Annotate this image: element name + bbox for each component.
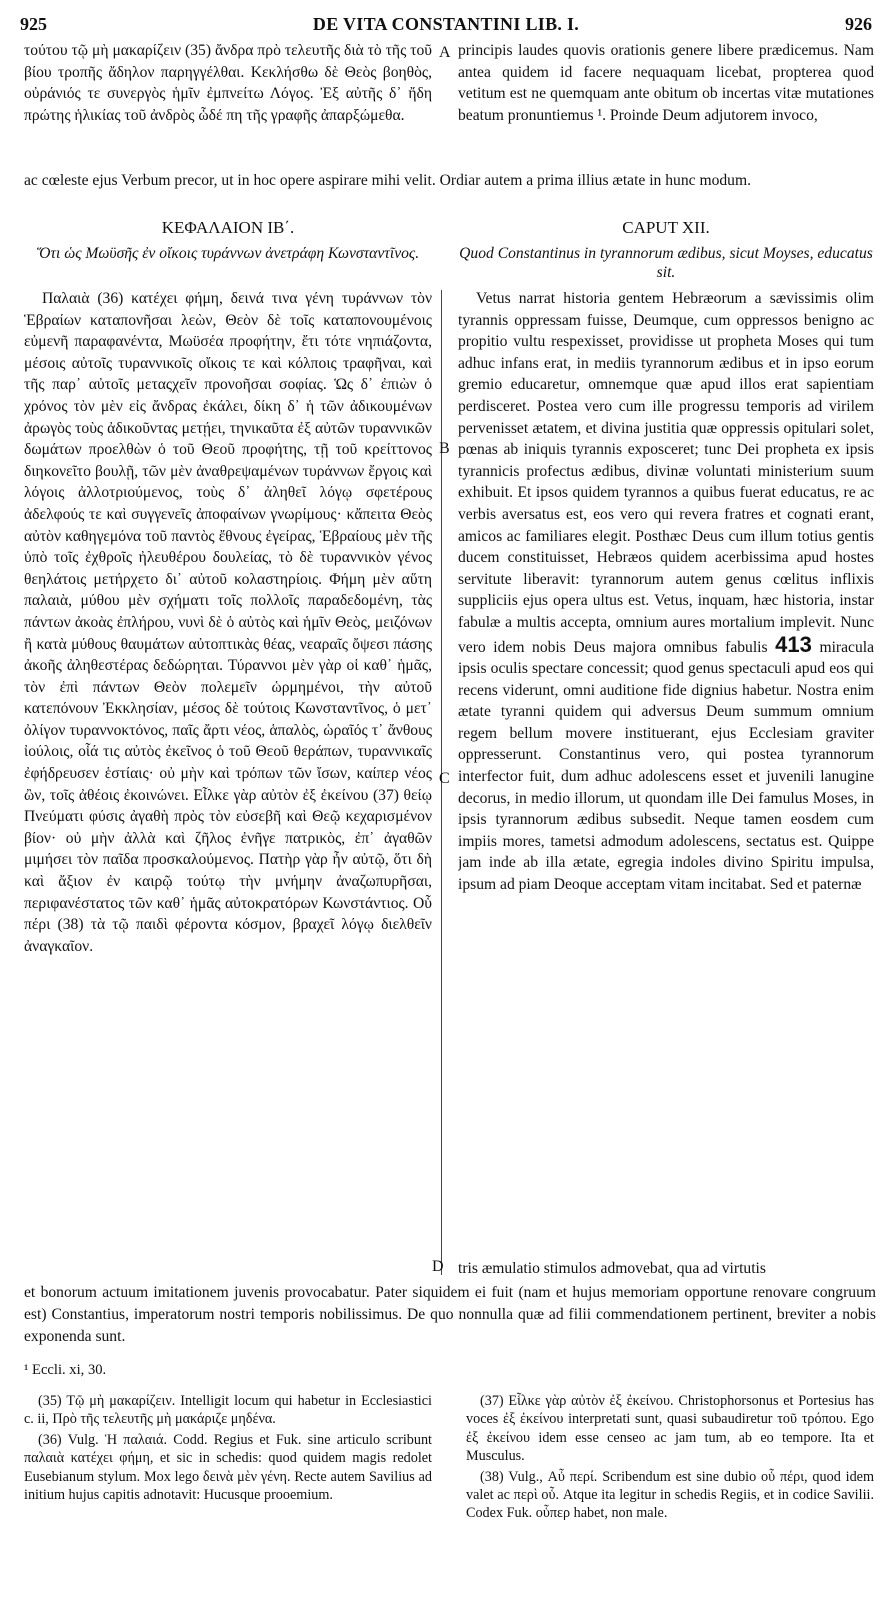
latin-chapter-title: Quod Constantinus in tyrannorum ædibus, sicut Moyses, educatus sit. bbox=[459, 245, 873, 281]
notes-left-column bbox=[24, 1392, 432, 1506]
margin-letter-a: A bbox=[439, 44, 451, 61]
latin-top-text: principis laudes quovis orationis genere libere prædicemus. Nam antea quidem id facere nequaquam licebat, propterea quod vetitum est ne quemquam ante obitum ob incertas vitæ mutationes beatum pronuntiemus ¹. Proinde Deum adjutorem invoco, bbox=[458, 42, 874, 124]
greek-top-text: τούτου τῷ μὴ μακαρίζειν (35) ἄνδρα πρὸ τελευτῆς διὰ τὸ τῆς τοῦ βίου τροπῆς ἄδηλον παρηγγέλθαι. Κεκλήσθω δὲ Θεὸς βοηθὸς, οὐράνιός τε συνεργὸς ἡμῖν ἐμπνείτω Λόγος. Ἐξ αὐτῆς δ᾽ ἤδη πρώτης ἡλικίας τοῦ ἀνδρὸς ὧδέ πη τῆς γραφῆς ἀπαρξώμεθα. bbox=[24, 42, 432, 124]
page-marker: 413 bbox=[775, 631, 812, 657]
note-35: (35) Τῷ μὴ μακαρίζειν. Intelligit locum qui habetur in Ecclesiastici c. ii, Πρὸ τῆς τελευτῆς μὴ μακάριζε μηδένα. bbox=[24, 1393, 432, 1428]
latin-body-column bbox=[458, 288, 874, 1258]
latin-body-tail bbox=[458, 1258, 874, 1280]
greek-body-column bbox=[24, 288, 432, 1258]
latin-full-top-text: ac cœleste ejus Verbum precor, ut in hoc opere aspirare mihi velit. Ordiar autem a prima illius ætate in hunc modum. bbox=[24, 172, 752, 189]
right-page-number: 926 bbox=[845, 14, 872, 34]
margin-letter-b: B bbox=[439, 440, 450, 457]
latin-full-bottom bbox=[24, 1282, 876, 1348]
margin-letter-c: C bbox=[439, 770, 450, 787]
greek-body-text: Παλαιὰ (36) κατέχει φήμη, δεινά τινα γένη τυράννων τὸν Ἑβραίων καταπονῆσαι λεὼν, Θεὸν δὲ τοῖς καταπονουμένοις εὐμενῆ παραφανέντα, Μωϋσέα προφήτην, ἔτι τότε νηπιάζοντα, μέσοις αὐτοῖς τυραννικοῖς οἴκοις τε καὶ κόλποις τραφῆναι, καὶ τῆς παρ᾽ αὐτοῖς μεταςχεῖν προνοῆσαι σοφίας. Ὡς δ᾽ ἐπιὼν ὁ χρόνος τὸν μὲν εἰς ἄνδρας ἐκάλει, δίκη δ᾽ ἡ τῶν ἀδικουμένων ἀρωγὸς τοὺς ἀδικοῦντας μετῄει, τηνικαῦτα ἐξ αὐτῶν τυραννικῶν δωμάτων προελθὼν ὁ τοῦ Θεοῦ προφήτης, τῇ τοῦ κρείττονος διηκονεῖτο βουλῇ, τῶν μὲν ἀναθρεψαμένων τυράννων ἔργοις καὶ λόγοις ἀλλοτριούμενος, τοὺς δ᾽ ἀληθεῖ λόγῳ σφετέρους ἀδελφούς τε καὶ συγγενεῖς ἀποφαίνων γνωρίμους· κἄπειτα Θεὸς αὐτὸν καθηγεμόνα τοῦ παντὸς ἔθνους ἐγείρας, Ἑβραίους μὲν τῆς ὑπὸ τοῖς ἐχθροῖς ἠλευθέρου δουλείας, τὸ δὲ τυραννικὸν γένος θεηλάτοις μετήρχετο δι᾽ αὐτοῦ κολαστηρίοις. Φήμη μὲν αὕτη παλαιὰ, μύθου μὲν σχήματι τοῖς πολλοῖς παραδεδομένη, τὰς πάντων ἀκοὰς ἐπλήρου, νυνὶ δὲ ὁ αὐτὸς καὶ ἡμῖν Θεὸς, μειζόνων ἢ κατὰ μύθους θαυμάτων αὐτοπτικὰς θέας, νεαραῖς ὄψεσι πάσης ἀκοῆς ἀληθεστέρας δεδώρηται. Τύραννοι μὲν γὰρ οἱ καθ᾽ ἡμᾶς, τὸν ἐπὶ πάντων Θεὸν πολεμεῖν ὡρμημένοι, τὴν αὐτοῦ κατεπόνουν Ἐκκλησίαν, μέσος δὲ τούτοις Κωνσταντῖνος, ὁ μετ᾽ ὀλίγον τυραννοκτόνος, παῖς ἄρτι νέος, ἁπαλὸς, ὡραῖός τ᾽ ἄνθους ἰούλοις, οἷά τις αὐτὸς ἐκεῖνος ὁ τοῦ Θεοῦ θεράπων, τυραννικαῖς ἐφήδρευσεν ἑστίαις· οὐ μὴν καὶ τρόπων τῶν ἴσων, καίπερ νέος ὢν, τοῖς ἀθέοις ἐκοινώνει. Εἷλκε γὰρ αὐτὸν ἐξ ἐκείνου (37) θείῳ Πνεύματι φύσις ἀγαθὴ πρὸς τὸν εὐσεβῆ καὶ Θεῷ κεχαρισμένον βίον· οὐ μὴν ἀλλὰ καὶ ζῆλος ἐνῆγε πατρικὸς, ἐπ᾽ ἀγαθῶν μιμήσει τὸν παῖδα προσκαλούμενος. Πατὴρ γὰρ ἦν αὐτῷ, ὅτι δὴ καὶ ἄξιον ἐν καιρῷ τούτῳ τὴν μνήμην ἀναζωπυρῆσαι, περιφανέστατος τῶν καθ᾽ ἡμᾶς αὐτοκρατόρων Κωνστάντιος. Οὗ πέρι (38) τὰ τῷ παιδὶ φέροντα κόσμον, βραχεῖ λόγῳ διελθεῖν ἀναγκαῖον. bbox=[24, 290, 432, 955]
note-37: (37) Εἷλκε γὰρ αὐτὸν ἐξ ἐκείνου. Christophorsonus et Portesius has voces ἐξ ἐκείνου interpretati sunt, quasi subaudiretur τοῦ τρόπου. Ego ἐξ ἐκείνου idem esse censeo ac jam tum, ab eo tempore. Ita et Musculus. bbox=[466, 1393, 874, 1465]
note-36: (36) Vulg. Ἡ παλαιά. Codd. Regius et Fuk. sine articulo scribunt παλαιὰ κατέχει φήμη, et sic in schedis: quod quidem magis redolet Eusebianum stylum. Mox lego δεινὰ μὲν γένη. Recte autem Savilius ad initium hujus capitis adnotavit: Hucusque prooemium. bbox=[24, 1431, 432, 1504]
latin-body-text-a: Vetus narrat historia gentem Hebræorum a sævissimis olim tyrannis oppressam fuisse, Deumque, cum oppressos benigno ac propitio vultu respexisset, providisse ut propheta Moses qui tum adhuc infans erat, in mediis tyrannorum ædibus et in ipso eorum gremio educaretur, omnemque quæ apud illos erat sapientiam perdisceret. Postea vero cum ille progressu temporis ad virilem pervenisset ætatem, et divina justitia quæ oppressis opitulari solet, pœnas ab iniquis tyrannis exposceret; tunc Dei propheta ex ipsis tyrannicis profectus ædibus, divinæ voluntati ministerium suum exhibuit. Et ipsos quidem tyrannos a quibus fuerat educatus, re ac verbis aversatus est, eos vero qui revera fratres et cognati erant, amicos ac familiares elegit. Posthæc Deus cum illum totius gentis ducem constituisset, Hebræos quidem acerbissima apud hostes servitute liberavit: tyrannorum autem genus cœlitus inflixis suppliciis ejus opera ultus est. Vetus, inquam, hæc historia, instar fabulæ a multis accepta, omnium aures mortalium implevit. Nunc vero idem nobis Deus majora omnibus fabulis bbox=[458, 290, 874, 656]
latin-body-paragraph bbox=[458, 288, 874, 896]
greek-chapter-title: Ὅτι ὡς Μωϋσῆς ἐν οἴκοις τυράννων ἀνετράφη Κωνσταντῖνος. bbox=[36, 245, 420, 262]
running-header bbox=[20, 14, 872, 38]
latin-body-text-b: miracula ipsis oculis spectare concessit; quod genus spectaculi apud eos qui recens viderunt, omni auditione fide dignius habetur. Nostra enim ætate tyranni quidem qui adversus Deum summum omnium regem bellum movere instituerant, ejus Ecclesiam graviter oppresserunt. Constantinus vero, qui postea tyrannorum interfector fuit, dum adhuc adolescens esset et juvenili lanugine decorus, in medio illorum, ut quondam ille Dei famulus Moses, in ipsis tyrannorum ædibus subsedit. Neque tamen eosdem cum impiis mores, tametsi admodum adolescens, sectatus est. Quippe jam inde ab illa ætate, egregia indoles divino Spiritu impulsa, ipsum ad piam Deoque acceptam vitam incitabat. Sed et paternæ bbox=[458, 638, 874, 894]
greek-top-paragraph bbox=[24, 40, 432, 126]
greek-chapter-number: ΚΕΦΑΛΑΙΟΝ ΙΒ΄. bbox=[161, 218, 295, 237]
latin-body-text-c: tris æmulatio stimulos admovebat, qua ad virtutis bbox=[458, 1260, 766, 1277]
note-38: (38) Vulg., Αὖ περί. Scribendum est sine dubio οὗ πέρι, quod idem valet ac περὶ οὗ. Atque ita legitur in schedis Regiis, et in codice Savilii. Codex Fuk. οὗπερ habet, non male. bbox=[466, 1468, 874, 1522]
scripture-footnote: ¹ Eccli. xi, 30. bbox=[24, 1362, 107, 1378]
latin-top-paragraph bbox=[458, 40, 874, 126]
latin-full-top bbox=[24, 170, 876, 192]
notes-right-column bbox=[466, 1392, 874, 1525]
left-page-number: 925 bbox=[20, 14, 47, 34]
margin-letter-d: D bbox=[432, 1258, 444, 1275]
latin-full-bottom-text: et bonorum actuum imitationem juvenis provocabatur. Pater siquidem ei fuit (nam et hujus memoriam opportune renovare congruum est) Constantius, imperatorum nostri temporis nobilissimus. De quo nonnulla quæ ad filii commendationem pertinent, breviter a nobis exponenda sunt. bbox=[24, 1284, 876, 1345]
latin-chapter-number: CAPUT XII. bbox=[622, 218, 710, 237]
running-title: DE VITA CONSTANTINI LIB. I. bbox=[312, 14, 580, 34]
